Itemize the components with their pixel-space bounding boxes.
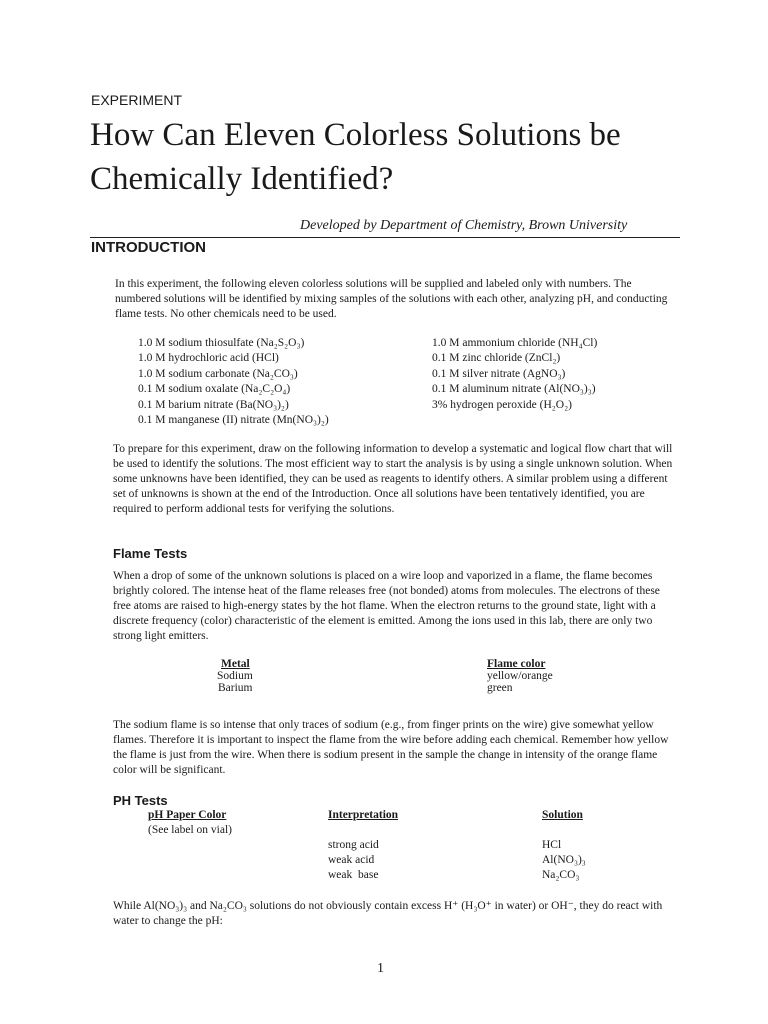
flame-color-table — [210, 658, 553, 694]
interpretation-column — [328, 808, 398, 883]
table-row — [210, 682, 553, 694]
list-item: 0.1 M barium nitrate (Ba(NO₃)₂) — [138, 398, 289, 411]
author-credit: Developed by Department of Chemistry, Brown University — [300, 218, 628, 233]
column-header-flame-color: Flame color — [487, 658, 546, 670]
flame-tests-paragraph-2: The sodium flame is so intense that only traces of sodium (e.g., from finger prints on the wire) give somewhat yellow flames. Therefore it is important to inspect the flame from the wire before adding each chemical. Remember how yellow the flame is just from the wire. When there is sodium present in the sample the change in intensity of the orange flame color will be significant. — [113, 719, 669, 776]
solutions-list-right — [432, 336, 597, 413]
list-item: 0.1 M aluminum nitrate (Al(NO₃)₃) — [432, 383, 596, 396]
ph-paper-column — [148, 808, 232, 838]
document-title: How Can Eleven Colorless Solutions be Chemically Identified? — [90, 117, 621, 197]
table-cell-metal: Barium — [218, 682, 253, 694]
table-cell-metal: Sodium — [217, 670, 253, 682]
interpretation-cell: weak base — [328, 869, 379, 881]
solution-column — [542, 808, 586, 883]
list-item: 1.0 M hydrochloric acid (HCl) — [138, 352, 279, 365]
list-item: 1.0 M ammonium chloride (NH₄Cl) — [432, 337, 598, 349]
list-item: 1.0 M sodium carbonate (Na₂CO₃) — [138, 367, 298, 380]
flame-tests-heading: Flame Tests — [113, 546, 188, 561]
column-header-metal: Metal — [221, 658, 250, 670]
introduction-heading: INTRODUCTION — [91, 239, 206, 256]
solution-cell: HCl — [542, 839, 562, 851]
table-cell-color: yellow/orange — [487, 670, 553, 682]
solution-cell: Al(NO₃)₃ — [542, 854, 586, 866]
list-item: 0.1 M manganese (II) nitrate (Mn(NO₃)₂) — [138, 414, 329, 427]
ph-tests-closing-paragraph: While Al(NO₃)₃ and Na₂CO₃ solutions do not obviously contain excess H⁺ (H₃O⁺ in water) or OH⁻, they do react with water to change the pH: — [113, 900, 663, 927]
column-header-ph-paper: pH Paper Color — [148, 809, 227, 821]
column-note: (See label on vial) — [148, 824, 232, 836]
table-row — [210, 670, 553, 682]
page-number: 1 — [377, 961, 384, 976]
list-item: 0.1 M silver nitrate (AgNO₃) — [432, 367, 566, 380]
intro-paragraph-1: In this experiment, the following eleven colorless solutions will be supplied and labeled only with numbers. The numbered solutions will be identified by mixing samples of the solutions with each other, analyzing pH, and conducting flame tests. No other chemicals need to be used. — [115, 278, 668, 320]
interpretation-cell: strong acid — [328, 839, 379, 851]
column-header-interpretation: Interpretation — [328, 809, 399, 821]
solutions-list-left — [138, 336, 329, 428]
flame-tests-paragraph: When a drop of some of the unknown solutions is placed on a wire loop and vaporized in a flame, the flame becomes brightly colored. The intense heat of the flame releases free (not bonded) atoms from molecules. The electrons of these free atoms are raised to high-energy states by the hot flame. When the electron returns to the ground state, light with a discrete frequency (color) characteristic of the element is emitted. Among the ions used in this lab, there are only two strong light emitters. — [113, 570, 660, 642]
intro-paragraph-2: To prepare for this experiment, draw on the following information to develop a systematic and logical flow chart that will be used to identify the solutions. The most efficient way to start the analysis is by using a single unknown solution. When some unknowns have been identified, they can be used as reagents to identify others. A similar problem using a different set of unknowns is shown at the end of the Introduction. Once all solutions have been tentatively identified, you are required to perform addional tests for verifying the solutions. — [113, 443, 673, 515]
list-item: 0.1 M sodium oxalate (Na₂C₂O₄) — [138, 383, 291, 396]
solution-cell: Na₂CO₃ — [542, 869, 580, 881]
interpretation-cell: weak acid — [328, 854, 375, 866]
section-kicker: EXPERIMENT — [91, 92, 183, 108]
column-header-solution: Solution — [542, 809, 583, 821]
list-item: 0.1 M zinc chloride (ZnCl₂) — [432, 352, 561, 365]
header-divider — [90, 237, 680, 238]
list-item: 1.0 M sodium thiosulfate (Na₂S₂O₃) — [138, 337, 305, 349]
table-cell-color: green — [487, 682, 513, 694]
ph-tests-heading: PH Tests — [113, 793, 168, 808]
list-item: 3% hydrogen peroxide (H₂O₂) — [432, 398, 572, 411]
